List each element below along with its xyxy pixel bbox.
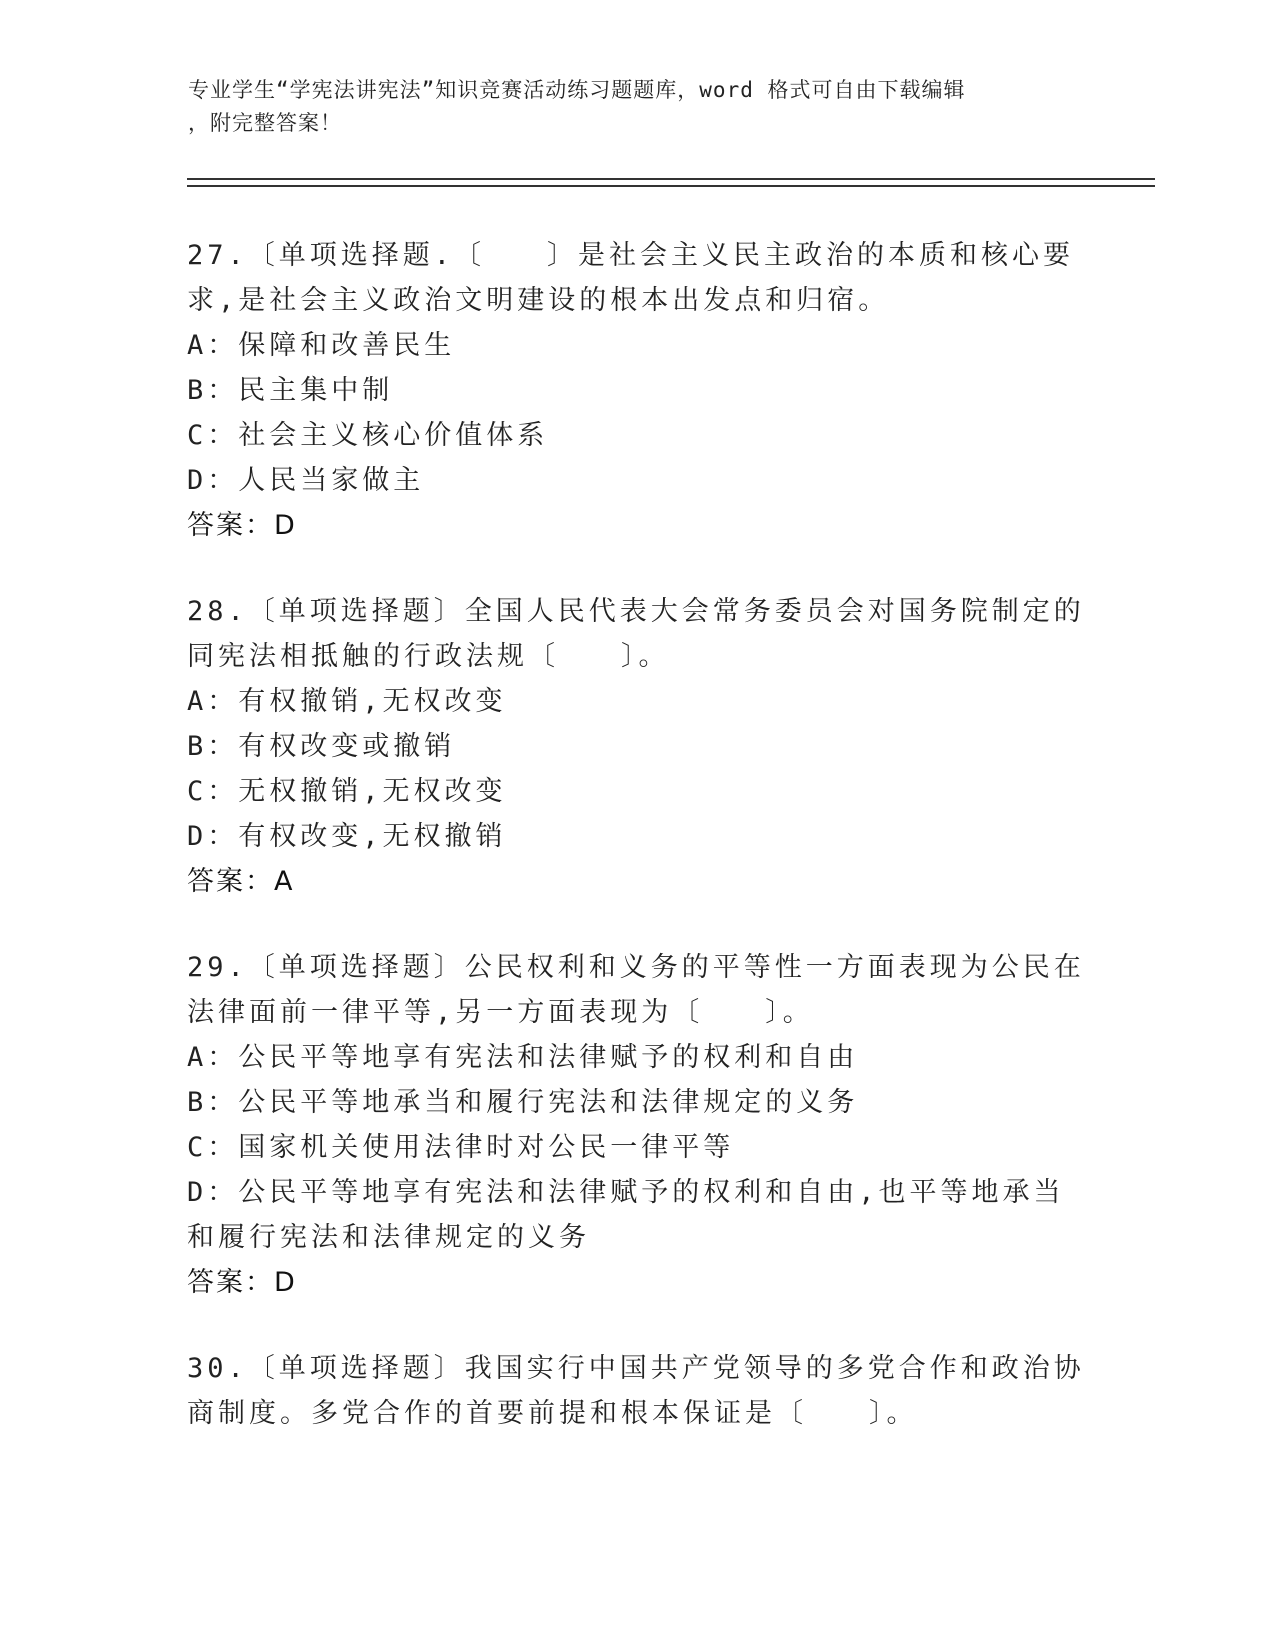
question-27 bbox=[187, 233, 1087, 548]
option-a: A：有权撤销,无权改变 bbox=[187, 686, 507, 717]
question-29 bbox=[187, 945, 1087, 1305]
option-d: D：有权改变,无权撤销 bbox=[187, 821, 507, 852]
option-b: B：公民平等地承当和履行宪法和法律规定的义务 bbox=[187, 1087, 859, 1118]
header-line-1: 专业学生“学宪法讲宪法”知识竞赛活动练习题题库，word 格式可自由下载编辑 bbox=[188, 78, 966, 102]
question-stem: 30.〔单项选择题〕我国实行中国共产党领导的多党合作和政治协商制度。多党合作的首要前提和根本保证是〔 〕。 bbox=[187, 1353, 1085, 1429]
option-c: C：社会主义核心价值体系 bbox=[187, 420, 549, 451]
option-a: A：公民平等地享有宪法和法律赋予的权利和自由 bbox=[187, 1042, 859, 1073]
option-b: B：有权改变或撤销 bbox=[187, 731, 456, 762]
option-a: A：保障和改善民生 bbox=[187, 330, 456, 361]
question-stem: 28.〔单项选择题〕全国人民代表大会常务委员会对国务院制定的同宪法相抵触的行政法规〔 〕。 bbox=[187, 596, 1085, 672]
option-d: D：公民平等地享有宪法和法律赋予的权利和自由,也平等地承当和履行宪法和法律规定的义务 bbox=[187, 1177, 1065, 1253]
question-stem: 27.〔单项选择题.〔 〕是社会主义民主政治的本质和核心要求,是社会主义政治文明建设的根本出发点和归宿。 bbox=[187, 240, 1075, 316]
document-header bbox=[188, 74, 1068, 140]
answer: 答案：A bbox=[187, 866, 295, 897]
answer: 答案：D bbox=[187, 510, 297, 541]
header-line-2: ，附完整答案！ bbox=[188, 111, 342, 135]
option-d: D：人民当家做主 bbox=[187, 465, 425, 496]
answer: 答案：D bbox=[187, 1267, 297, 1298]
option-c: C：国家机关使用法律时对公民一律平等 bbox=[187, 1132, 735, 1163]
option-c: C：无权撤销,无权改变 bbox=[187, 776, 507, 807]
header-divider bbox=[187, 178, 1155, 187]
question-list bbox=[187, 233, 1087, 1477]
question-28 bbox=[187, 589, 1087, 904]
question-30 bbox=[187, 1346, 1087, 1436]
question-stem: 29.〔单项选择题〕公民权利和义务的平等性一方面表现为公民在法律面前一律平等,另一方面表现为〔 〕。 bbox=[187, 952, 1085, 1028]
option-b: B：民主集中制 bbox=[187, 375, 394, 406]
